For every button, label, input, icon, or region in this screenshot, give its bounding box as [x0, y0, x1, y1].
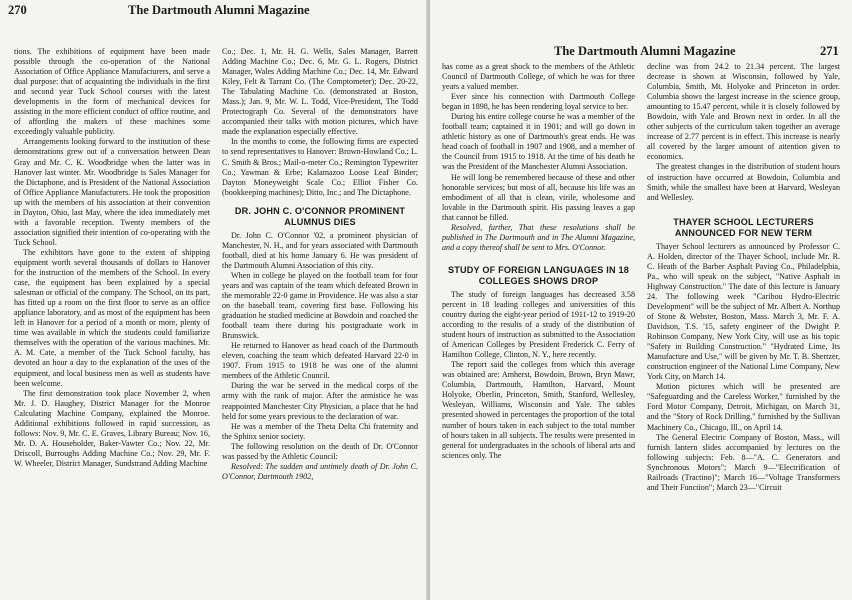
paragraph: During his entire college course he was a member of the football team; captained it in 1901; and will go down in athletic history as one of Dartmouth's great ends. He was head coach of football in 1907 and 1908, and a member of the Council from 1915 to 1918. At the time of his death he was the President of the Manchester Alumni Association.	[442, 112, 635, 172]
right-page	[430, 0, 852, 600]
paragraph: The study of foreign languages has decreased 3.58 percent in 18 leading colleges and universities of this country during the eight-year period of 1911-12 to 1919-20 according to the results of a study of the distribution of student hours of instruction as submitted to the Association of American Colleges by President Frederick C. Ferry of Hamilton College, Clinton, N. Y., here recently.	[442, 289, 635, 360]
paragraph: Ever since his connection with Dartmouth College began in 1898, he has been rendering loyal service to her.	[442, 92, 635, 112]
paragraph: The following resolution on the death of Dr. O'Connor was passed by the Athletic Council:	[222, 441, 418, 461]
paragraph: He will long be remembered because of these and other honorable services; but most of all, because his life was an embodiment of all that is clean, virile, wholesome and lovable in the Dartmouth spirit. His passing leaves a gap that cannot be filled.	[442, 172, 635, 222]
running-title: The Dartmouth Alumni Magazine	[128, 3, 310, 17]
paragraph: When in college he played on the football team for four years and was captain of the team which defeated Brown in the memorable 22-0 game in Providence. He was also a star on the baseball team, covering first base. Following his graduation he studied medicine at Bowdoin and coached the football team there during his postgraduate work in Brunswick.	[222, 270, 418, 341]
paragraph: Dr. John C. O'Connor '02, a prominent physician of Manchester, N. H., and for years associated with Dartmouth football, died at his home January 6. He was president of the Dartmouth Alumni Association of this city.	[222, 230, 418, 270]
paragraph: decline was from 24.2 to 21.34 percent. The largest decrease is shown at Wisconsin, followed by Yale, Columbia, Smith, Mt. Holyoke and Princeton in order. Columbia shows the largest increase in the science group, amounting to 15.47 percent, while it is closely followed by Bowdoin, with Yale and Brown next in order. In all the other subjects of the curriculum taken together an average increase of 2.77 percent is in effect. This increase is nearly all covered by the larger amount of attention given to economics.	[647, 62, 840, 162]
paragraph: In the months to come, the following firms are expected to send representatives to Hanover: Brown-Howland Co.; L. C. Smith & Bros.; Mail-o-meter Co.; Remington Typewriter Co.; Yawman & Erbe; Kalamazoo Loose Leaf Binder; Dayton Moneyweight Scale Co.; Elliot Fisher Co. (bookkeeping machines); Ditto, Inc.; and The Dictaphone.	[222, 137, 418, 197]
section-heading-languages: STUDY OF FOREIGN LANGUAGES IN 18 COLLEGES SHOWS DROP	[447, 264, 630, 286]
paragraph: The greatest changes in the distribution of student hours of instruction have occurred at Bowdoin, Columbia and Smith, while the smallest have been at Harvard, Wesleyan and Wellesley.	[647, 162, 840, 202]
left-column-1	[14, 47, 210, 482]
right-columns	[442, 62, 840, 493]
left-column-2	[222, 47, 418, 482]
paragraph: Resolved, further, That these resolutions shall be published in The Dartmouth and in The Alumni Magazine, and a copy thereof shall be sent to Mrs. O'Connor.	[442, 222, 635, 252]
paragraph: He was a member of the Theta Delta Chi fraternity and the Sphinx senior society.	[222, 421, 418, 441]
paragraph: The first demonstration took place November 2, when Mr. J. D. Haughey, District Manager for the Monroe Calculating Machine Company, explained the Monroe. Additional exhibitions followed in rapid succession, as follows: Nov. 9, Mr. C. E. Graves, Library Bureau; Nov. 16, Mr. D. A. Householder, Baker-Vawter Co.; Nov. 22, Mr. Driscoll, Burroughs Adding Machine Co.; Nov. 29, Mr. F. W. Wheeler, District Manager, Sundstrand Adding Machine	[14, 388, 210, 468]
paragraph: has come as a great shock to the members of the Athletic Council of Dartmouth College, of which he was for three years a valued member.	[442, 62, 635, 92]
section-heading-obituary: DR. JOHN C. O'CONNOR PROMINENT ALUMNUS DIES	[234, 205, 406, 227]
running-title: The Dartmouth Alumni Magazine	[554, 44, 736, 58]
paragraph: Arrangements looking forward to the institution of these demonstrations grew out of a conversation between Dean Gray and Mr. C. K. Woodbridge when the latter was in Hanover last winter. Mr. Woodbridge is Sales Manager for the Dictaphone, and is President of the National Association of Office Appliance Manufacturers. He took the proposition up with the members of his association at their convention in Dayton, Ohio, last May, where the idea immediately met with a favorable reception. Twenty members of the association signified their intention of co-operating with the Tuck School.	[14, 137, 210, 247]
section-heading-thayer: THAYER SCHOOL LECTURERS ANNOUNCED FOR NEW TERM	[673, 216, 814, 238]
paragraph: During the war he served in the medical corps of the army with the rank of major. After the armistice he was reappointed Manchester City Physician, a place that he had held for some years previous to the declaration of war.	[222, 381, 418, 421]
page-number: 270	[8, 3, 27, 17]
paragraph: Resolved: The sudden and untimely death of Dr. John C. O'Connor, Dartmouth 1902,	[222, 461, 418, 481]
paragraph: The report said the colleges from which this average was obtained are: Amherst, Bowdoin, Brown, Bryn Mawr, Columbia, Dartmouth, Hamilton, Harvard, Mount Holyoke, Oberlin, Princeton, Smith, Stanford, Wellesley, Wesleyan, Williams, Wisconsin and Yale. The tables presented showed in percentages the proportion of the total number of hours taken in each subject to the total number of hours taken in all subjects. The results were presented in general for undergraduates in the schools of liberal arts and sciences only. The	[442, 360, 635, 460]
paragraph: The General Electric Company of Boston, Mass., will furnish lantern slides accompanied by lectures on the following subjects: Feb. 8—"A. C. Generators and Synchronous Motors"; March 9—"Electrification of Railroads (Tractino)"; March 16—"Voltage Transformers and Their Function"; March 23—"Circuit	[647, 432, 840, 492]
paragraph: tions. The exhibitions of equipment have been made possible through the co-operation of the National Association of Office Appliance Manufacturers, and serve a dual purpose: that of acquainting the individuals in the first and second year Tuck School courses with the latest developments in the form of mechanical devices for assisting in the more efficient conduct of office routine, and of affording the makers of these machines some exceedingly valuable publicity.	[14, 47, 210, 137]
paragraph: He returned to Hanover as head coach of the Dartmouth eleven, coaching the team which defeated Harvard 22-0 in 1907. From 1915 to 1918 he was one of the alumni members of the Athletic Council.	[222, 341, 418, 381]
page-number: 271	[820, 44, 839, 58]
paragraph: Co.; Dec. 1, Mr. H. G. Wells, Sales Manager, Barrett Adding Machine Co.; Dec. 6, Mr. G. L. Rogers, District Manager, Wales Adding Machine Co.; Dec. 14, Mr. Edward Kiley, Felt & Tarrant Co. (The Comptometer); Dec. 20-22, The Tabulating Machine Co. (demonstrated at Boston, Mass.); Jan. 9, Mr. W. L. Todd, Vice-President, The Todd Protectograph Co. Several of the demonstrators have accompanied their talks with motion pictures, which have made the explanation especially effective.	[222, 47, 418, 137]
right-column-2	[647, 62, 840, 493]
left-columns	[14, 47, 418, 482]
right-column-1	[442, 62, 635, 493]
paragraph: Thayer School lecturers as announced by Professor C. A. Holden, director of the Thayer School, include Mr. R. C. Heath of the Barber Asphalt Paving Co., Philadelphia, Pa., who will speak on the subject, "Native Asphalt in Highway Construction." The date of this lecture is January 24. The following week "Caribou Hydro-Electric Development" will be the subject of Mr. Albert A. Northup of Stone & Webster, Boston, Mass. March 3, Mr. F. A. Davidson, T.S. '15, safety engineer of the Dwight P. Robinson Company, New York City, will use as his topic "Safety in Building Construction." "Hydrated Lime, Its Manufacture and Use," will be given by Mr. T. B. Shertzer, construction engineer of the National Lime Company, New York City, on March 14.	[647, 241, 840, 382]
paragraph: Motion pictures which will be presented are "Safeguarding and the Careless Worker," furnished by the Ford Motor Company, Detroit, Michigan, on March 31, and the "Story of Rock Drilling," furnished by the Sullivan Machinery Co., Chicago, Ill., on April 14.	[647, 382, 840, 432]
paragraph: The exhibitors have gone to the extent of shipping equipment worth several thousands of dollars to Hanover for the instruction of the members of the School. In every case, the equipment has been explained by a special salesman or official of the company. The School, on its part, has fitted up a room on the first floor to serve as an office appliance laboratory, and as most of the equipment has been left in Hanover for a period of a month or more, plenty of time was available in which the students could familiarize themselves with the operation of the various machines. Mr. A. M. Cate, a member of the Tuck School faculty, has devoted an hour a day to the explanation of the uses of the equipment, and local business men as well as students have been welcome.	[14, 247, 210, 388]
